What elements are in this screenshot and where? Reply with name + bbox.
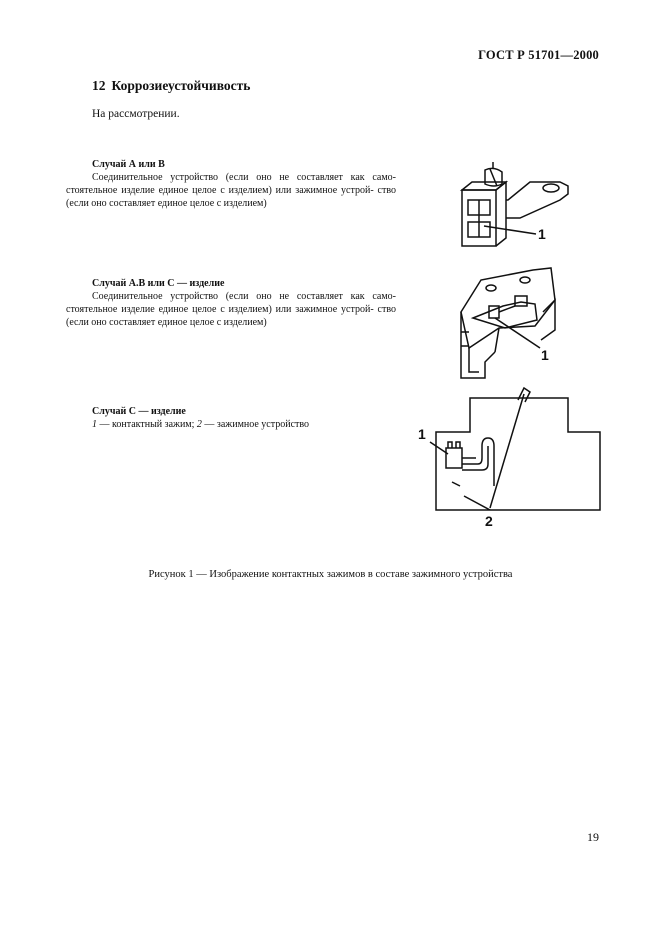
device-outline-drawing [412,384,606,534]
legend-text-2: — зажимное устройство [201,419,310,430]
intro-paragraph: На рассмотрении. [92,108,180,120]
figure-clamp-block [455,262,575,384]
case-abc-title: Случай А.В или С — изделие [92,278,225,289]
case-ab-block [66,158,396,210]
figure3-label-2: 2 [485,513,493,529]
case-ab-title: Случай А или В [92,159,165,170]
figure2-label: 1 [541,347,549,363]
terminal-lug-drawing [440,160,580,260]
case-ab-text: Соединительное устройство (если оно не составляет как само- стоятельное изделие единое целое с изделием) или зажимное устрой- ство (если оно составляет единое целое с изделием) [66,172,396,209]
document-header: ГОСТ Р 51701—2000 [478,48,599,62]
clamp-block-drawing [455,262,575,384]
legend-text-1: — контактный зажим; [97,419,197,430]
figure1-label: 1 [538,226,546,242]
case-c-block [66,405,396,431]
page-number: 19 [587,830,599,844]
case-abc-text: Соединительное устройство (если оно не составляет как само- стоятельное изделие единое целое с изделием) или зажимное устрой- ство (если оно составляет единое целое с изделием) [66,291,396,328]
case-c-legend [66,418,396,431]
figure-terminal-lug [440,160,580,260]
case-c-title: Случай С — изделие [92,406,186,417]
figure-device-outline [412,384,606,534]
figure-caption: Рисунок 1 — Изображение контактных зажимов в составе зажимного устройства [148,569,513,580]
figure3-label-1: 1 [418,426,426,442]
section-title: Коррозиеустойчивость [111,78,251,93]
section-number: 12 [92,78,106,93]
legend-number-1: 1 [92,419,97,430]
case-abc-block [66,277,396,329]
legend-number-2: 2 [196,419,202,430]
section-heading [92,78,250,94]
